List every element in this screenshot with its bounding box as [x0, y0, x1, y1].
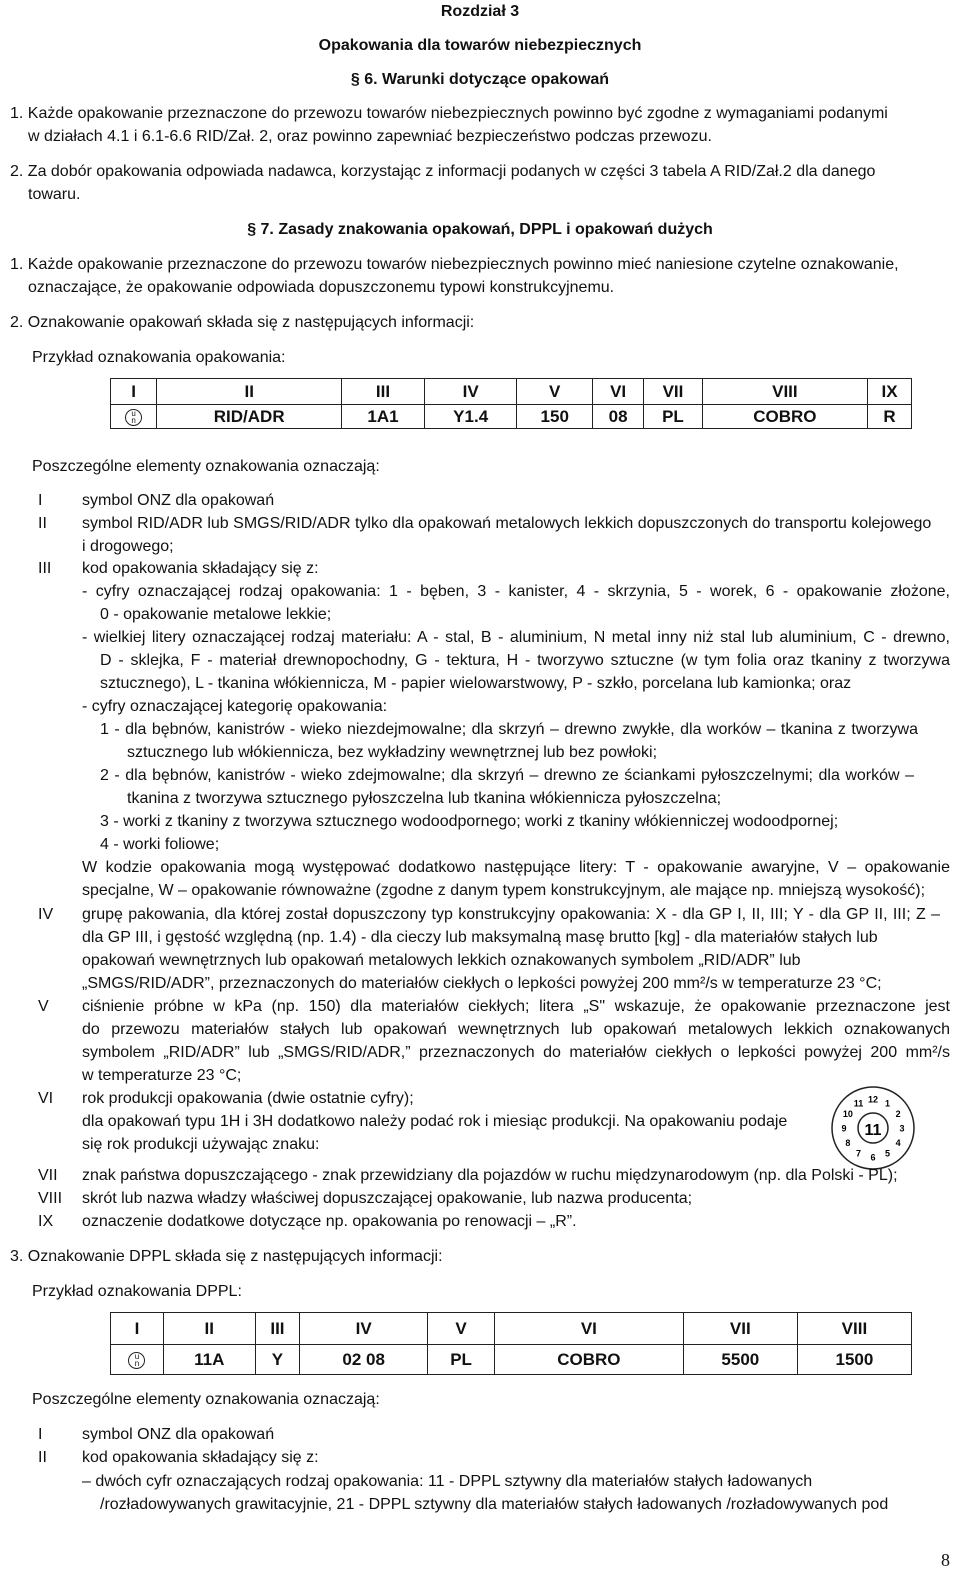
sec6-p1b: w działach 4.1 i 6.1-6.6 RID/Zał. 2, oraz powinno zapewniać bezpieczeństwo podczas przewozu. — [28, 128, 712, 145]
table-cell: 08 — [593, 405, 644, 429]
un-symbol-bottom: n — [131, 416, 136, 426]
category-1-a: 1 - dla bębnów, kanistrów - wieko niezdejmowalne; dla skrzyń – drewno zwykłe, dla worków – tkanina z tworzywa — [100, 721, 918, 738]
table-header-cell: VI — [593, 379, 644, 405]
def-III-letter-b: D - sklejka, F - materiał drewnopochodny, G - tektura, H - tworzywo sztuczne (w tym folia oraz tkaniny z tworzywa — [100, 652, 950, 669]
def-VII: znak państwa dopuszczającego - znak przewidziany dla pojazdów w ruchu międzynarodowym (np. dla Polski - PL); — [82, 1167, 898, 1184]
un-symbol-cell — [111, 1345, 164, 1375]
def-IX: oznaczenie dodatkowe dotyczące np. opakowania po renowacji – „R”. — [82, 1213, 577, 1230]
category-2-b: tkanina z tworzywa sztucznego pyłoszczelna lub tkanina włókiennicza pyłoszczelna; — [127, 790, 722, 807]
category-1-b: sztucznego lub włókiennicza, bez wykładziny wewnętrznej lub bez powłoki; — [127, 744, 658, 761]
table-cell: Y — [255, 1345, 300, 1375]
dppl-marking-table — [110, 1312, 912, 1375]
def-III: kod opakowania składający się z: — [82, 560, 319, 577]
page-number: 8 — [941, 1550, 950, 1570]
dppl-def-II-b: /rozładowywanych grawitacyjnie, 21 - DPPL sztywny dla materiałów stałych ładowanych /rozładowywanych pod — [100, 1496, 889, 1513]
table-header-cell: VI — [494, 1313, 683, 1345]
table-cell: 1500 — [797, 1345, 911, 1375]
def-III-digit-a: - cyfry oznaczającej rodzaj opakowania: 1 - bęben, 3 - kanister, 4 - skrzynia, 5 - worek, 6 - opakowanie złożone, — [82, 583, 950, 600]
table-header-cell: III — [342, 379, 425, 405]
table-cell: Y1.4 — [424, 405, 517, 429]
un-symbol-top: u — [131, 409, 136, 419]
clock-month-number: 6 — [870, 1152, 876, 1163]
section-6-heading: § 6. Warunki dotyczące opakowań — [350, 71, 610, 88]
packaging-marking-table — [110, 378, 912, 429]
clock-month-number: 5 — [884, 1148, 891, 1159]
def-III-letter-a: - wielkiej litery oznaczającej rodzaj materiału: A - stal, B - aluminium, N metal inny niż stal lub aluminium, C - drewno, — [82, 629, 950, 646]
sec7-p1a: 1. Każde opakowanie przeznaczone do przewozu towarów niebezpiecznych powinno mieć naniesione czytelne oznakowanie, — [10, 256, 899, 273]
production-date-clock-icon — [830, 1085, 916, 1171]
def-IV-b: dla GP III, i gęstość względną (np. 1.4) - dla cieczy lub maksymalną masę brutto [kg] - dla materiałów stałych lub — [82, 929, 878, 946]
table-header-cell: III — [255, 1313, 300, 1345]
category-2-a: 2 - dla bębnów, kanistrów - wieko zdejmowalne; dla skrzyń – drewno ze ściankami pyłoszczelnymi; dla worków – — [100, 767, 914, 784]
def-V-a: ciśnienie próbne w kPa (np. 150) dla materiałów ciekłych; litera „S" wskazuje, że opakowanie przeznaczone jest — [82, 998, 950, 1015]
clock-month-number: 7 — [855, 1148, 862, 1159]
sec6-p2b: towaru. — [28, 186, 81, 203]
dppl-def-II: kod opakowania składający się z: — [82, 1449, 319, 1466]
table-header-cell: IX — [868, 379, 912, 405]
def-V-c: symbolem „RID/ADR” lub „SMGS/RID/ADR,” przeznaczonych do materiałów ciekłych o lepkości powyżej 200 mm²/s — [82, 1044, 950, 1061]
def-label-III: III — [38, 560, 52, 577]
sec7-p2: 2. Oznakowanie opakowań składa się z następujących informacji: — [10, 314, 475, 331]
clock-month-number: 2 — [895, 1109, 901, 1119]
def-label-IV: IV — [38, 906, 54, 923]
extra-letters-b: specjalne, W – opakowanie równoważne (zgodne z danym typem konstrukcyjnym, ale mające np. mniejszą wysokość); — [82, 882, 926, 899]
table-header-cell: I — [111, 379, 157, 405]
table-header-cell: II — [157, 379, 342, 405]
table-header-cell: VII — [644, 379, 702, 405]
clock-month-number: 11 — [853, 1098, 864, 1109]
category-3: 3 - worki z tkaniny z tworzywa sztucznego wodoodpornego; worki z tkaniny włókienniczej wodoodpornej; — [100, 813, 839, 830]
def-V-b: do przewozu materiałów stałych lub opakowań wewnętrznych lub opakowań metalowych lekkich oznakowanych — [82, 1021, 950, 1038]
def-VI-c: się rok produkcji używając znaku: — [82, 1136, 320, 1153]
table-header-cell: V — [517, 379, 593, 405]
table-cell: RID/ADR — [157, 405, 342, 429]
extra-letters-a: W kodzie opakowania mogą występować dodatkowo następujące litery: T - opakowanie awaryjne, V – opakowanie — [82, 859, 950, 876]
table-cell: COBRO — [702, 405, 867, 429]
table-cell: PL — [644, 405, 702, 429]
def-label-VI: VI — [38, 1090, 54, 1107]
chapter-title: Rozdział 3 — [440, 3, 520, 20]
def-III-category: - cyfry oznaczającej kategorię opakowania: — [82, 698, 388, 715]
un-symbol-icon — [125, 409, 142, 426]
def-label-II: II — [38, 515, 47, 532]
def-IV-a: grupę pakowania, dla której został dopuszczony typ konstrukcyjny opakowania: X - dla GP I, II, III; Y - dla GP II, III; Z – — [82, 906, 940, 923]
un-symbol-top: u — [134, 1352, 140, 1362]
section-7-heading: § 7. Zasady znakowania opakowań, DPPL i opakowań dużych — [247, 221, 713, 238]
dppl-elements-label: Poszczególne elementy oznakowania oznaczają: — [32, 1391, 380, 1408]
un-symbol-bottom: n — [134, 1359, 140, 1369]
sec6-p2a: 2. Za dobór opakowania odpowiada nadawca, korzystając z informacji podanych w części 3 tabela A RID/Zał.2 dla danego — [10, 163, 876, 180]
def-label-VIII: VIII — [38, 1190, 63, 1207]
table-header-cell: VIII — [797, 1313, 911, 1345]
def-label-IX: IX — [38, 1213, 54, 1230]
dppl-example-label: Przykład oznakowania DPPL: — [32, 1283, 242, 1300]
page-title: Opakowania dla towarów niebezpiecznych — [318, 37, 642, 54]
dppl-def-II-a: – dwóch cyfr oznaczających rodzaj opakowania: 11 - DPPL sztywny dla materiałów stałych ładowanych — [82, 1473, 813, 1490]
dppl-label-I: I — [38, 1426, 43, 1443]
table-cell: 5500 — [683, 1345, 797, 1375]
def-IV-d: „SMGS/RID/ADR”, przeznaczonych do materiałów ciekłych o lepkości powyżej 200 mm²/s w temperaturze 23 °C; — [82, 975, 882, 992]
table-header-cell: IV — [300, 1313, 428, 1345]
table-cell: 150 — [517, 405, 593, 429]
un-symbol-icon — [128, 1352, 145, 1369]
clock-month-number: 12 — [867, 1094, 879, 1105]
clock-month-number: 10 — [842, 1109, 853, 1119]
elements-label: Poszczególne elementy oznakowania oznaczają: — [32, 458, 380, 475]
dppl-label-II: II — [38, 1449, 47, 1466]
def-label-VII: VII — [38, 1167, 58, 1184]
def-VI-b: dla opakowań typu 1H i 3H dodatkowo należy podać rok i miesiąc produkcji. Na opakowaniu podaje — [82, 1113, 788, 1130]
def-VI-a: rok produkcji opakowania (dwie ostatnie cyfry); — [82, 1090, 414, 1107]
def-VIII: skrót lub nazwa władzy właściwej dopuszczającej opakowanie, lub nazwa producenta; — [82, 1190, 693, 1207]
def-III-digit-b: 0 - opakowanie metalowe lekkie; — [100, 606, 332, 623]
clock-month-number: 4 — [895, 1138, 901, 1148]
table-cell: 1A1 — [342, 405, 425, 429]
table-header-cell: VII — [683, 1313, 797, 1345]
clock-month-number: 9 — [841, 1123, 847, 1134]
table-header-cell: V — [428, 1313, 495, 1345]
table-cell: 11A — [163, 1345, 255, 1375]
def-II-b: i drogowego; — [82, 538, 174, 555]
clock-month-number: 1 — [884, 1098, 891, 1109]
def-II-a: symbol RID/ADR lub SMGS/RID/ADR tylko dla opakowań metalowych lekkich dopuszczonych do transportu kolejowego — [82, 515, 932, 532]
clock-month-number: 8 — [845, 1138, 851, 1148]
def-III-letter-c: sztucznego), L - tkanina włókiennicza, M - papier wielowarstwowy, P - szkło, porcelana lub kamionka; oraz — [100, 675, 852, 692]
table-cell: PL — [428, 1345, 495, 1375]
def-IV-c: opakowań wewnętrznych lub opakowań metalowych lekkich oznakowanych symbolem „RID/ADR” lub — [82, 952, 801, 969]
clock-center-number: 11 — [864, 1122, 882, 1139]
table-cell: COBRO — [494, 1345, 683, 1375]
category-4: 4 - worki foliowe; — [100, 836, 220, 853]
example-label: Przykład oznakowania opakowania: — [32, 349, 286, 366]
dppl-p3: 3. Oznakowanie DPPL składa się z następujących informacji: — [10, 1248, 443, 1265]
def-label-I: I — [38, 492, 43, 509]
def-I: symbol ONZ dla opakowań — [82, 492, 275, 509]
table-header-cell: VIII — [702, 379, 867, 405]
def-V-d: w temperaturze 23 °C; — [82, 1067, 242, 1084]
dppl-def-I: symbol ONZ dla opakowań — [82, 1426, 275, 1443]
table-header-cell: I — [111, 1313, 164, 1345]
table-cell: 02 08 — [300, 1345, 428, 1375]
sec6-p1a: 1. Każde opakowanie przeznaczone do przewozu towarów niebezpiecznych powinno być zgodne z wymaganiami podanymi — [10, 105, 888, 122]
def-label-V: V — [38, 998, 49, 1015]
un-symbol-cell — [111, 405, 157, 429]
table-header-cell: IV — [424, 379, 517, 405]
sec7-p1b: oznaczające, że opakowanie odpowiada dopuszczonemu typowi konstrukcyjnemu. — [28, 279, 615, 296]
table-header-cell: II — [163, 1313, 255, 1345]
table-cell: R — [868, 405, 912, 429]
clock-month-number: 3 — [899, 1123, 905, 1134]
